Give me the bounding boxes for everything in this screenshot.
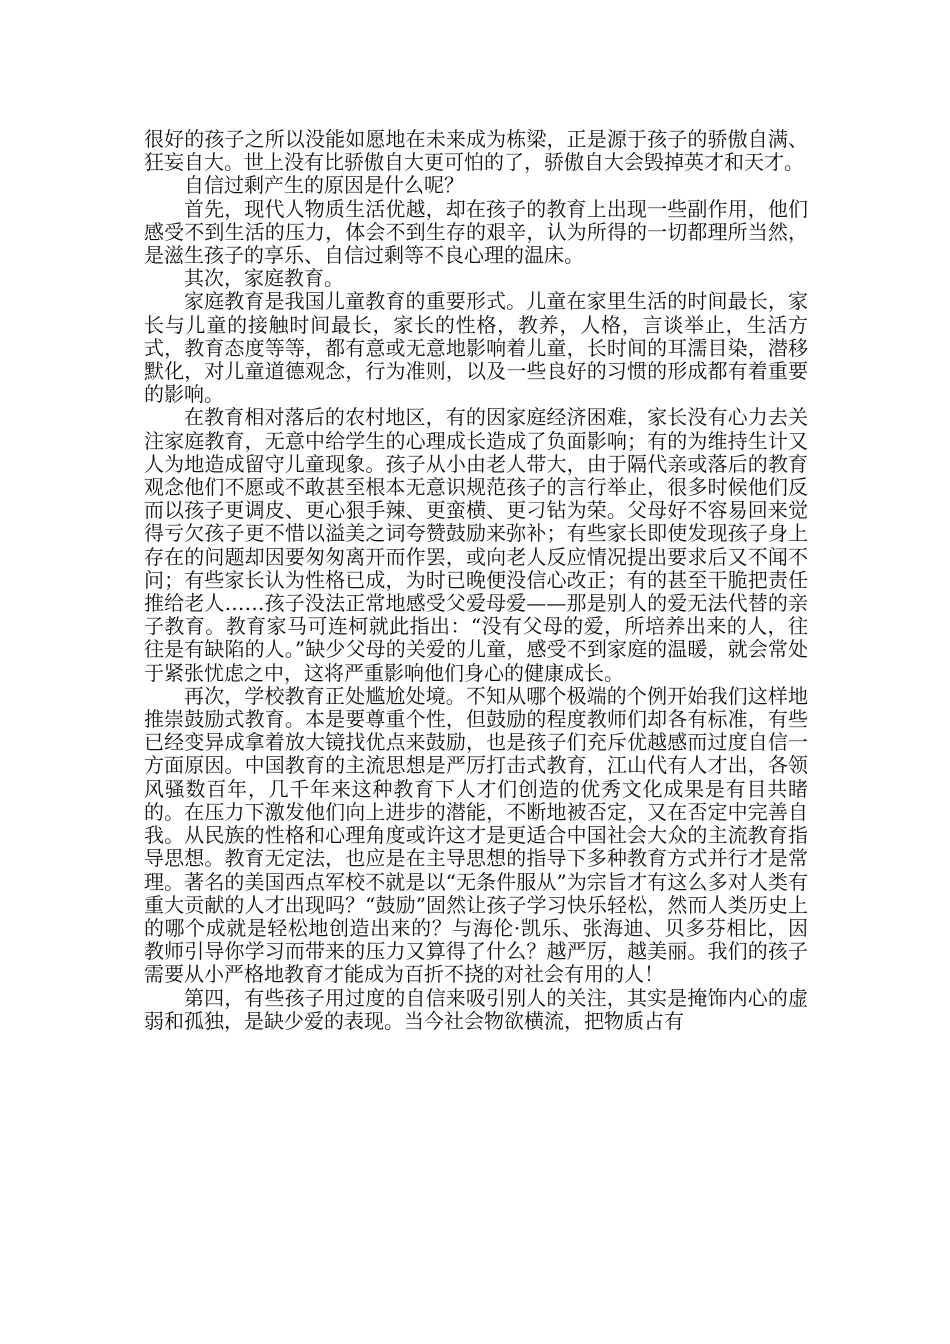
paragraph-5: 家庭教育是我国儿童教育的重要形式。儿童在家里生活的时间最长，家长与儿童的接触时间最长，家长的性格，教养，人格，言谈举止，生活方式，教育态度等等，都有意或无意地影响着儿童，长时间的耳濡目染，潜移默化，对儿童道德观念，行为准则，以及一些良好的习惯的形成都有着重要的影响。 [144, 289, 808, 407]
paragraph-2: 自信过剩产生的原因是什么呢？ [184, 173, 464, 198]
paragraph-3: 首先，现代人物质生活优越，却在孩子的教育上出现一些副作用，他们感受不到生活的压力，体会不到生存的艰辛，认为所得的一切都理所当然，是滋生孩子的享乐、自信过剩等不良心理的温床。 [144, 196, 808, 268]
paragraph-6: 在教育相对落后的农村地区，有的因家庭经济困难，家长没有心力去关注家庭教育，无意中给学生的心理成长造成了负面影响；有的为维持生计又人为地造成留守儿童现象。孩子从小由老人带大，由于隔代亲或落后的教育观念他们不愿或不敢甚至根本无意识规范孩子的言行举止，很多时候他们反而以孩子更调皮、更心狠手辣、更蛮横、更刁钻为荣。父母好不容易回来觉得亏欠孩子更不惜以溢美之词夸赞鼓励来弥补；有些家长即使发现孩子身上存在的问题却因要匆匆离开而作罢，或向老人反应情况提出要求后又不闻不问；有些家长认为性格已成，为时已晚便没信心改正；有的甚至干脆把责任推给老人……孩子没法正常地感受父爱母爱——那是别人的爱无法代替的亲子教育。教育家马可连柯就此指出：“没有父母的爱，所培养出来的人，往往是有缺陷的人。”缺少父母的关爱的儿童，感受不到家庭的温暖，就会常处于紧张忧虑之中，这将严重影响他们身心的健康成长。 [144, 405, 808, 685]
document-body [144, 128, 808, 1033]
paragraph-8: 第四，有些孩子用过度的自信来吸引别人的关注，其实是掩饰内心的虚弱和孤独，是缺少爱的表现。当今社会物欲横流，把物质占有 [144, 985, 808, 1033]
paragraph-7: 再次，学校教育正处尴尬处境。不知从哪个极端的个例开始我们这样地推崇鼓励式教育。本是要尊重个性，但鼓励的程度教师们却各有标准，有些已经变异成拿着放大镜找优点来鼓励，也是孩子们充斥优越感而过度自信一方面原因。中国教育的主流思想是严厉打击式教育，江山代有人才出，各领风骚数百年，几千年来这种教育下人才们创造的优秀文化成果是有目共睹的。在压力下激发他们向上进步的潜能，不断地被否定，又在否定中完善自我。从民族的性格和心理角度或许这才是更适合中国社会大众的主流教育指导思想。教育无定法，也应是在主导思想的指导下多种教育方式并行才是常理。著名的美国西点军校不就是以“无条件服从”为宗旨才有这么多对人类有重大贡献的人才出现吗？“鼓励”固然让孩子学习快乐轻松，然而人类历史上的哪个成就是轻松地创造出来的？与海伦·凯乐、张海迪、贝多芬相比，因教师引导你学习而带来的压力又算得了什么？越严厉，越美丽。我们的孩子需要从小严格地教育才能成为百折不挠的对社会有用的人！ [144, 683, 808, 987]
paragraph-1: 很好的孩子之所以没能如愿地在未来成为栋梁，正是源于孩子的骄傲自满、狂妄自大。世上没有比骄傲自大更可怕的了，骄傲自大会毁掉英才和天才。 [144, 127, 808, 175]
paragraph-4: 其次，家庭教育。 [184, 266, 344, 291]
